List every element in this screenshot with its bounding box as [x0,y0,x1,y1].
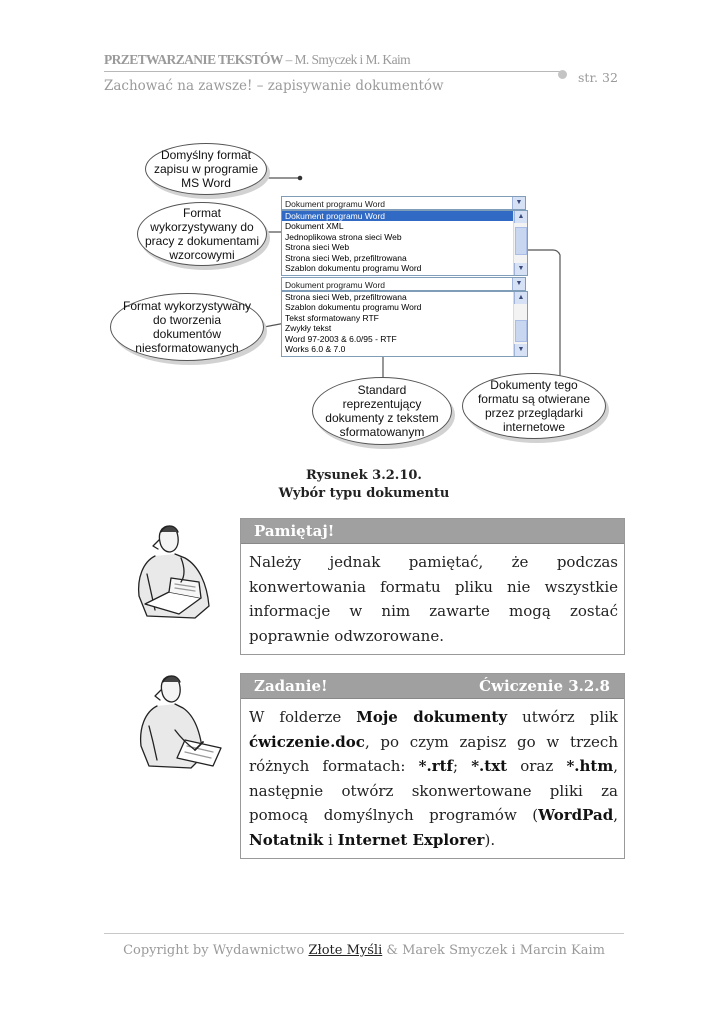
header-authors: – M. Smyczek i M. Kaim [282,52,411,67]
task-heading-text: Zadanie! [254,677,328,695]
app-wordpad: WordPad [538,806,614,824]
callout-standard [312,377,452,445]
footer-text: & Marek Smyczek i Marcin Kaim [382,943,605,958]
file-name: ćwiczenie.doc [249,732,365,751]
list-item[interactable]: Strona sieci Web, przefiltrowana [285,252,407,263]
chevron-down-icon[interactable]: ▼ [512,197,525,209]
scroll-up-icon[interactable]: ▲ [514,211,527,223]
list-item[interactable]: Strona sieci Web, przefiltrowana [285,292,407,302]
list-item[interactable]: Works 6.0 & 7.0 [285,343,346,354]
list-item[interactable]: Dokument programu Word [282,211,527,221]
task-text [241,699,624,858]
format-txt: *.txt [471,757,508,775]
format-combo-2[interactable] [281,277,526,291]
task-text-part: , po czym zapisz go w trzech różnych formatach: [249,732,618,775]
callout-default-format [145,143,267,195]
callout-line: sformatowanym [339,425,425,439]
list-item[interactable]: Zwykły tekst [285,323,332,334]
callout-line: dokumenty z tekstem [325,411,439,425]
format-combo-2-value: Dokument programu Word [285,280,385,290]
callout-line: formatu są otwierane [477,392,591,406]
task-text-part: oraz [507,757,567,775]
task-text-part: , [613,806,618,824]
callout-line: do tworzenia [152,313,222,327]
callout-template-format [137,202,267,266]
list-item[interactable]: Strona sieci Web [285,242,350,253]
scrollbar[interactable] [513,211,527,275]
scroll-thumb[interactable] [515,227,527,255]
callout-line: wykorzystywany do [150,220,254,234]
callout-line: internetowe [502,420,566,434]
scroll-up-icon[interactable]: ▲ [514,292,527,304]
footer-divider [104,933,624,934]
page-number: str. 32 [578,70,618,85]
scroll-down-icon[interactable]: ▼ [514,344,527,356]
callout-line: reprezentujący [342,397,422,411]
format-combo-1-value: Dokument programu Word [285,199,385,209]
list-item[interactable]: Word 97-2003 & 6.0/95 - RTF [285,333,397,344]
footer-copyright [0,943,728,958]
format-list-2[interactable] [281,291,528,357]
format-list-1[interactable] [281,210,528,276]
callout-plain-format [110,293,264,361]
list-item[interactable]: Szablon dokumentu programu Word [285,262,422,273]
format-rtf: *.rtf [418,757,453,775]
task-text-part: ). [484,830,496,849]
callout-web-docs [462,373,606,439]
chapter-subtitle: Zachować na zawsze! – zapisywanie dokumentów [104,78,444,94]
callout-line: wzorcowymi [169,248,235,262]
task-text-part: , następnie otwórz skonwertowane pliki za pomocą domyślnych programów ( [249,757,618,824]
remember-heading-text: Pamiętaj! [254,522,335,540]
list-item[interactable]: Dokument XML [285,221,344,232]
callout-line: Format wykorzystywany [122,299,252,313]
app-notatnik: Notatnik [249,830,324,849]
callout-line: przez przeglądarki [484,406,584,420]
task-text-part: i [323,830,338,849]
list-item[interactable]: Jednoplikowa strona sieci Web [285,231,402,242]
format-combo-1[interactable] [281,196,526,210]
scroll-thumb[interactable] [515,320,527,342]
publisher-link[interactable]: Złote Myśli [308,943,383,958]
list-item[interactable]: Szablon dokumentu programu Word [285,302,422,313]
scrollbar[interactable] [513,292,527,356]
remember-box [240,518,625,655]
callout-line: pracy z dokumentami [144,234,260,248]
figure-number: Rysunek 3.2.10. [306,468,422,483]
task-text-part: W folderze [249,708,357,726]
app-internet-explorer: Internet Explorer [337,830,485,849]
task-text-part: utwórz plik [507,708,618,726]
task-text-part: ; [452,757,472,775]
callout-line: Domyślny format [160,148,251,162]
scroll-down-icon[interactable]: ▼ [514,263,527,275]
chevron-down-icon[interactable]: ▼ [512,278,525,290]
callout-line: niesformatowanych [135,341,239,355]
list-item[interactable]: Tekst sformatowany RTF [285,312,379,323]
task-heading [241,674,624,699]
task-box [240,673,625,859]
format-htm: *.htm [566,757,614,775]
callout-line: Dokumenty tego [490,378,578,392]
remember-text: Należy jednak pamiętać, że podczas konwertowania formatu pliku nie wszystkie informacje w nim zawarte mogą zostać poprawnie odwzorowane. [249,553,618,645]
man-writing-illustration [125,670,235,780]
callout-line: MS Word [181,176,231,190]
folder-name: Moje dokumenty [356,708,508,726]
callout-line: Format [182,206,221,220]
footer-text: Copyright by Wydawnictwo [123,943,309,958]
callout-line: Standard [357,383,407,397]
remember-heading [241,519,624,544]
figure-caption: Wybór typu dokumentu [278,486,450,501]
man-on-phone-laptop-illustration [125,518,235,628]
exercise-number: Ćwiczenie 3.2.8 [479,677,610,695]
header-title: PRZETWARZANIE TEKSTÓW [104,52,283,67]
callout-line: zapisu w programie [153,162,259,176]
callout-line: dokumentów [152,327,222,341]
